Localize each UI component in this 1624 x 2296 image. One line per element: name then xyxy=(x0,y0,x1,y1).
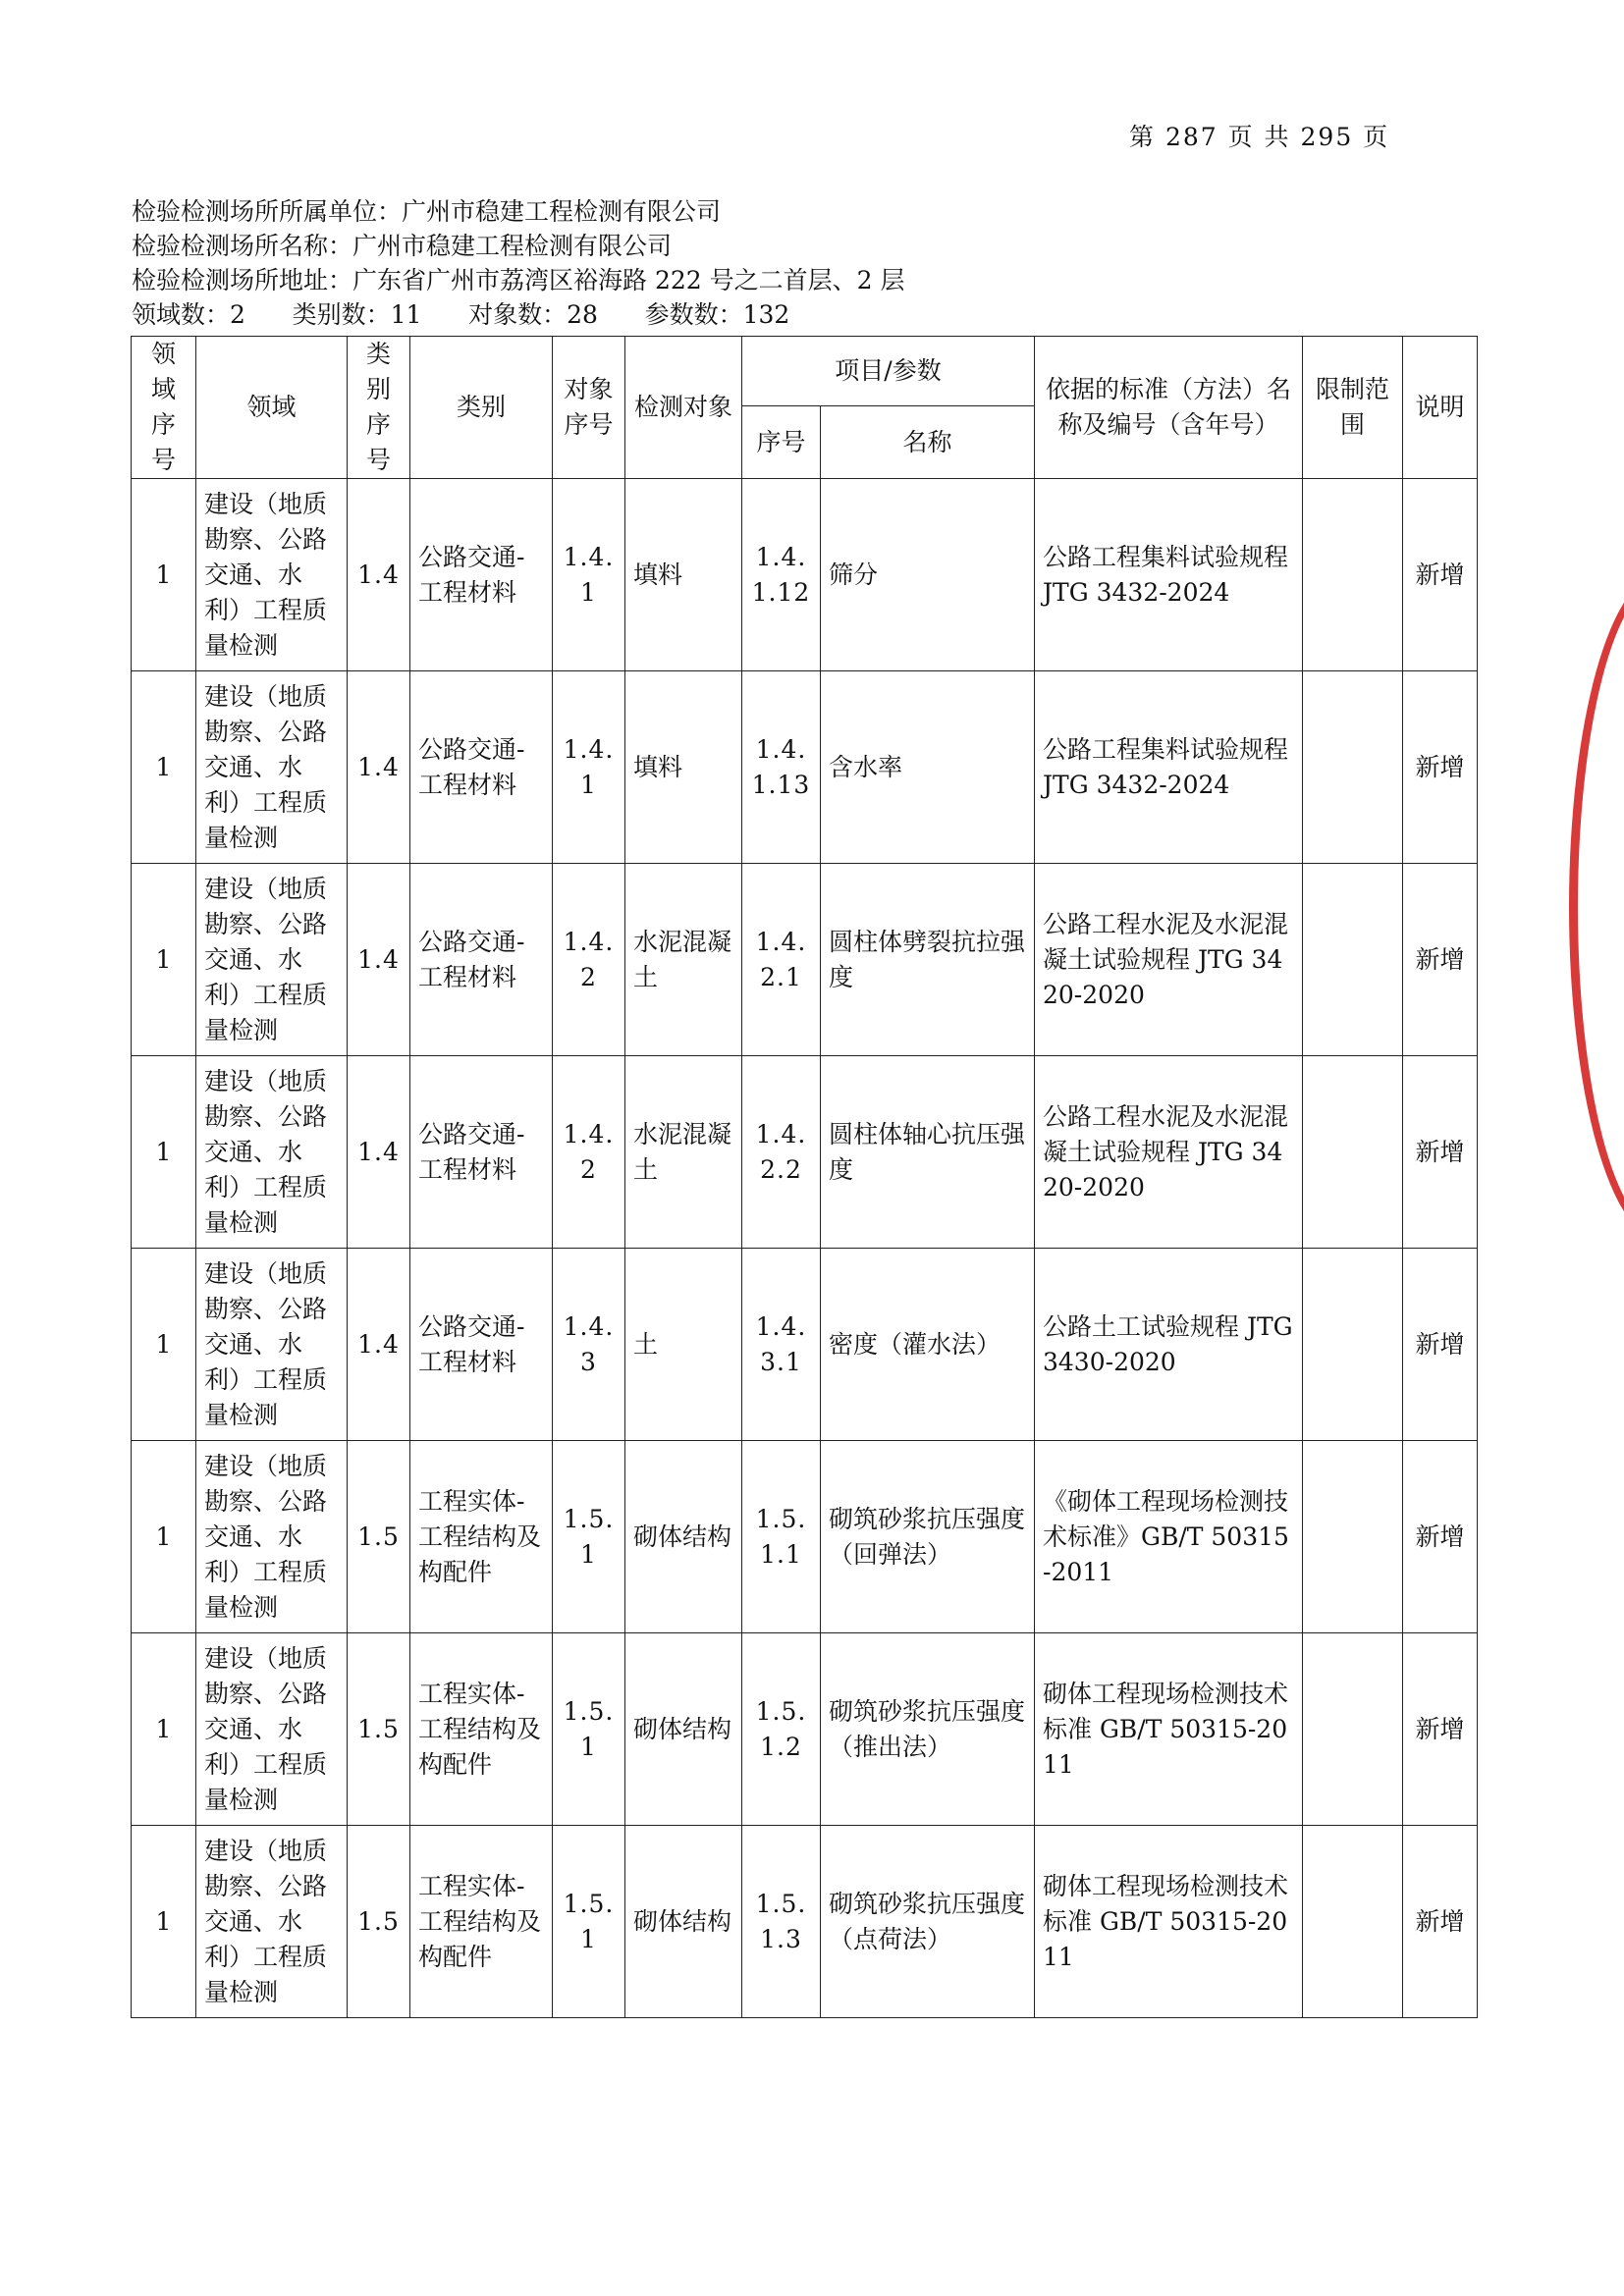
cell-object-no: 1.4.2 xyxy=(553,864,625,1056)
cell-field: 建设（地质勘察、公路交通、水利）工程质量检测 xyxy=(196,671,348,864)
cell-object: 土 xyxy=(625,1249,742,1441)
cell-param-name: 砌筑砂浆抗压强度（点荷法） xyxy=(821,1826,1035,2018)
cell-limit xyxy=(1303,671,1403,864)
cell-object: 水泥混凝土 xyxy=(625,864,742,1056)
name-line: 检验检测场所名称：广州市稳建工程检测有限公司 xyxy=(132,232,673,260)
cell-standard: 公路工程集料试验规程 JTG 3432-2024 xyxy=(1035,671,1303,864)
cell-category: 公路交通-工程材料 xyxy=(410,1249,553,1441)
cell-param-name: 密度（灌水法） xyxy=(821,1249,1035,1441)
header-field: 领域 xyxy=(196,337,348,479)
cell-object: 砌体结构 xyxy=(625,1441,742,1633)
cell-object-no: 1.4.1 xyxy=(553,671,625,864)
cell-field-no: 1 xyxy=(132,1056,196,1249)
cell-field: 建设（地质勘察、公路交通、水利）工程质量检测 xyxy=(196,864,348,1056)
cell-param-name: 圆柱体劈裂抗拉强度 xyxy=(821,864,1035,1056)
cell-field-no: 1 xyxy=(132,1249,196,1441)
cell-category: 工程实体-工程结构及构配件 xyxy=(410,1826,553,2018)
cell-category-no: 1.4 xyxy=(348,671,410,864)
cell-object: 砌体结构 xyxy=(625,1826,742,2018)
cell-category: 公路交通-工程材料 xyxy=(410,671,553,864)
header-category: 类别 xyxy=(410,337,553,479)
cell-standard: 公路土工试验规程 JTG 3430-2020 xyxy=(1035,1249,1303,1441)
cell-object-no: 1.5.1 xyxy=(553,1441,625,1633)
cell-field-no: 1 xyxy=(132,1826,196,2018)
cell-limit xyxy=(1303,1056,1403,1249)
cell-object-no: 1.4.3 xyxy=(553,1249,625,1441)
cell-param-no: 1.4.1.12 xyxy=(742,479,821,671)
cell-field: 建设（地质勘察、公路交通、水利）工程质量检测 xyxy=(196,1249,348,1441)
cell-limit xyxy=(1303,1249,1403,1441)
cell-object-no: 1.5.1 xyxy=(553,1826,625,2018)
cell-object: 填料 xyxy=(625,479,742,671)
cell-limit xyxy=(1303,1441,1403,1633)
cell-category-no: 1.4 xyxy=(348,1056,410,1249)
header-param-group: 项目/参数 xyxy=(742,337,1035,406)
cell-object-no: 1.4.1 xyxy=(553,479,625,671)
cell-note: 新增 xyxy=(1403,1249,1478,1441)
cell-note: 新增 xyxy=(1403,1441,1478,1633)
unit-line: 检验检测场所所属单位：广州市稳建工程检测有限公司 xyxy=(132,197,722,226)
header-row xyxy=(132,337,1478,406)
cell-param-no: 1.4.2.2 xyxy=(742,1056,821,1249)
table-row xyxy=(132,1826,1478,2018)
cell-object-no: 1.4.2 xyxy=(553,1056,625,1249)
cell-object-no: 1.5.1 xyxy=(553,1633,625,1826)
counts-line: 领域数：2 类别数：11 对象数：28 参数数：132 xyxy=(132,300,790,329)
cell-standard: 公路工程集料试验规程 JTG 3432-2024 xyxy=(1035,479,1303,671)
header-note: 说明 xyxy=(1403,337,1478,479)
header-standard: 依据的标准（方法）名称及编号（含年号） xyxy=(1035,337,1303,479)
cell-param-name: 含水率 xyxy=(821,671,1035,864)
address-line: 检验检测场所地址：广东省广州市荔湾区裕海路 222 号之二首层、2 层 xyxy=(132,266,905,294)
cell-param-name: 砌筑砂浆抗压强度（推出法） xyxy=(821,1633,1035,1826)
cell-param-no: 1.4.2.1 xyxy=(742,864,821,1056)
header-info xyxy=(132,194,904,332)
cell-field-no: 1 xyxy=(132,864,196,1056)
cell-category-no: 1.4 xyxy=(348,1249,410,1441)
cell-note: 新增 xyxy=(1403,479,1478,671)
table-row xyxy=(132,1441,1478,1633)
cell-object: 砌体结构 xyxy=(625,1633,742,1826)
cell-field: 建设（地质勘察、公路交通、水利）工程质量检测 xyxy=(196,479,348,671)
cell-note: 新增 xyxy=(1403,864,1478,1056)
cell-limit xyxy=(1303,479,1403,671)
cell-object: 填料 xyxy=(625,671,742,864)
cell-field: 建设（地质勘察、公路交通、水利）工程质量检测 xyxy=(196,1056,348,1249)
cell-standard: 砌体工程现场检测技术标准 GB/T 50315-2011 xyxy=(1035,1826,1303,2018)
table-row xyxy=(132,671,1478,864)
cell-note: 新增 xyxy=(1403,671,1478,864)
cell-field: 建设（地质勘察、公路交通、水利）工程质量检测 xyxy=(196,1826,348,2018)
table-row xyxy=(132,864,1478,1056)
cell-param-no: 1.5.1.1 xyxy=(742,1441,821,1633)
cell-standard: 公路工程水泥及水泥混凝土试验规程 JTG 3420-2020 xyxy=(1035,1056,1303,1249)
cell-category-no: 1.4 xyxy=(348,864,410,1056)
table-row xyxy=(132,1633,1478,1826)
cell-category-no: 1.4 xyxy=(348,479,410,671)
cell-param-no: 1.5.1.3 xyxy=(742,1826,821,2018)
header-param-name: 名称 xyxy=(821,406,1035,479)
header-category-no: 类别序号 xyxy=(348,337,410,479)
header-param-no: 序号 xyxy=(742,406,821,479)
cell-limit xyxy=(1303,1826,1403,2018)
cell-limit xyxy=(1303,864,1403,1056)
capability-table xyxy=(131,336,1478,2018)
cell-limit xyxy=(1303,1633,1403,1826)
cell-category: 工程实体-工程结构及构配件 xyxy=(410,1441,553,1633)
cell-standard: 砌体工程现场检测技术标准 GB/T 50315-2011 xyxy=(1035,1633,1303,1826)
table-row xyxy=(132,1056,1478,1249)
cell-param-no: 1.4.3.1 xyxy=(742,1249,821,1441)
cell-note: 新增 xyxy=(1403,1056,1478,1249)
cell-param-no: 1.5.1.2 xyxy=(742,1633,821,1826)
red-seal-stamp xyxy=(1569,574,1624,1240)
header-field-no: 领域序号 xyxy=(132,337,196,479)
header-limit: 限制范围 xyxy=(1303,337,1403,479)
cell-param-name: 筛分 xyxy=(821,479,1035,671)
cell-field-no: 1 xyxy=(132,1441,196,1633)
table-row xyxy=(132,479,1478,671)
cell-object: 水泥混凝土 xyxy=(625,1056,742,1249)
cell-category-no: 1.5 xyxy=(348,1826,410,2018)
cell-field-no: 1 xyxy=(132,671,196,864)
cell-param-no: 1.4.1.13 xyxy=(742,671,821,864)
cell-category: 公路交通-工程材料 xyxy=(410,1056,553,1249)
cell-category-no: 1.5 xyxy=(348,1441,410,1633)
cell-category: 工程实体-工程结构及构配件 xyxy=(410,1633,553,1826)
cell-param-name: 砌筑砂浆抗压强度（回弹法） xyxy=(821,1441,1035,1633)
cell-field-no: 1 xyxy=(132,479,196,671)
cell-note: 新增 xyxy=(1403,1826,1478,2018)
cell-field: 建设（地质勘察、公路交通、水利）工程质量检测 xyxy=(196,1633,348,1826)
cell-standard: 公路工程水泥及水泥混凝土试验规程 JTG 3420-2020 xyxy=(1035,864,1303,1056)
table-row xyxy=(132,1249,1478,1441)
cell-standard: 《砌体工程现场检测技术标准》GB/T 50315-2011 xyxy=(1035,1441,1303,1633)
header-object: 检测对象 xyxy=(625,337,742,479)
header-object-no: 对象序号 xyxy=(553,337,625,479)
page-number: 第 287 页 共 295 页 xyxy=(1129,123,1390,151)
cell-field-no: 1 xyxy=(132,1633,196,1826)
cell-param-name: 圆柱体轴心抗压强度 xyxy=(821,1056,1035,1249)
cell-category: 公路交通-工程材料 xyxy=(410,864,553,1056)
cell-category: 公路交通-工程材料 xyxy=(410,479,553,671)
cell-category-no: 1.5 xyxy=(348,1633,410,1826)
cell-note: 新增 xyxy=(1403,1633,1478,1826)
cell-field: 建设（地质勘察、公路交通、水利）工程质量检测 xyxy=(196,1441,348,1633)
